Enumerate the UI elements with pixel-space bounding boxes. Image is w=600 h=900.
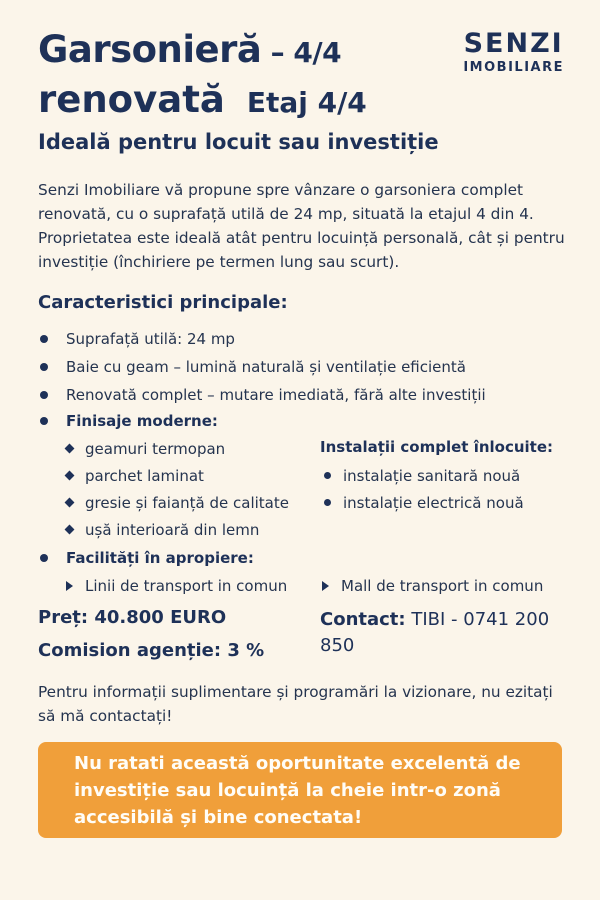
triangle-icon: [322, 581, 329, 591]
facilities-title: Facilități în apropiere:: [66, 549, 254, 567]
cta-banner: [38, 742, 562, 838]
diamond-icon: [65, 471, 75, 481]
facility-item: [66, 577, 287, 595]
finish-text: geamuri termopan: [85, 440, 226, 458]
installation-text: instalație sanitară nouă: [343, 467, 521, 485]
bullet-icon: [40, 554, 48, 562]
title-suffix-1: – 4/4: [261, 36, 342, 69]
bullet-icon: [40, 417, 48, 425]
facility-text: Linii de transport in comun: [85, 577, 288, 595]
title-main-2: renovată: [38, 78, 225, 121]
contact-phone[interactable]: TIBI - 0741 200 850: [320, 609, 550, 656]
facilities-heading: [40, 549, 254, 567]
feature-item: [40, 412, 218, 430]
installation-item: [324, 494, 524, 512]
finish-text: ușă interioară din lemn: [85, 521, 260, 539]
finish-text: parchet laminat: [85, 467, 204, 485]
logo-line-1: SENZI: [463, 28, 564, 59]
features-title: Caracteristici principale:: [38, 292, 288, 313]
bullet-icon: [40, 335, 48, 343]
installation-item: [324, 467, 520, 485]
title-suffix-2: Etaj 4/4: [246, 86, 367, 119]
feature-text: Renovată complet – mutare imediată, fără alte investiții: [66, 386, 486, 404]
finish-text: gresie și faianță de calitate: [85, 494, 289, 512]
logo-line-2: IMOBILIARE: [463, 60, 564, 75]
brand-logo: [463, 30, 564, 75]
feature-text: Baie cu geam – lumină naturală și ventilație eficientă: [66, 358, 466, 376]
facility-item: [322, 577, 543, 595]
feature-item: [40, 330, 235, 348]
facility-text: Mall de transport in comun: [341, 577, 544, 595]
contact-label: Contact:: [320, 609, 406, 630]
finish-item: [66, 440, 225, 458]
finish-item: [66, 494, 289, 512]
feature-item: [40, 386, 486, 404]
bullet-icon: [40, 391, 48, 399]
triangle-icon: [66, 581, 73, 591]
finish-item: [66, 467, 204, 485]
cta-text: Nu ratati această oportunitate excelentă de investiție sau locuință la cheie intr-o zonă accesibilă și bine conectata!: [74, 753, 521, 828]
subtitle: Ideală pentru locuit sau investiție: [38, 130, 439, 154]
finish-item: [66, 521, 259, 539]
installation-text: instalație electrică nouă: [343, 494, 524, 512]
commission: Comision agenție: 3 %: [38, 640, 265, 661]
feature-text: Suprafață utilă: 24 mp: [66, 330, 235, 348]
diamond-icon: [65, 525, 75, 535]
feature-text: Finisaje moderne:: [66, 412, 218, 430]
title-line-1: [38, 28, 341, 71]
title-main-1: Garsonieră: [38, 28, 262, 71]
diamond-icon: [65, 498, 75, 508]
title-line-2: [38, 78, 367, 121]
price: Preț: 40.800 EURO: [38, 607, 227, 628]
diamond-icon: [65, 444, 75, 454]
installations-title: Instalații complet înlocuite:: [320, 438, 554, 456]
feature-item: [40, 358, 466, 376]
bullet-icon: [324, 472, 331, 479]
contact-block: [320, 607, 570, 659]
bullet-icon: [324, 499, 331, 506]
info-paragraph: Pentru informații suplimentare și programări la vizionare, nu ezitați să mă contactați!: [38, 683, 553, 725]
bullet-icon: [40, 363, 48, 371]
intro-paragraph: Senzi Imobiliare vă propune spre vânzare o garsoniera complet renovată, cu o suprafață utilă de 24 mp, situată la etajul 4 din 4. Proprietatea este ideală atât pentru locuință personală, cât și pentru investiție (închiriere pe termen lung sau scurt).: [38, 181, 565, 271]
